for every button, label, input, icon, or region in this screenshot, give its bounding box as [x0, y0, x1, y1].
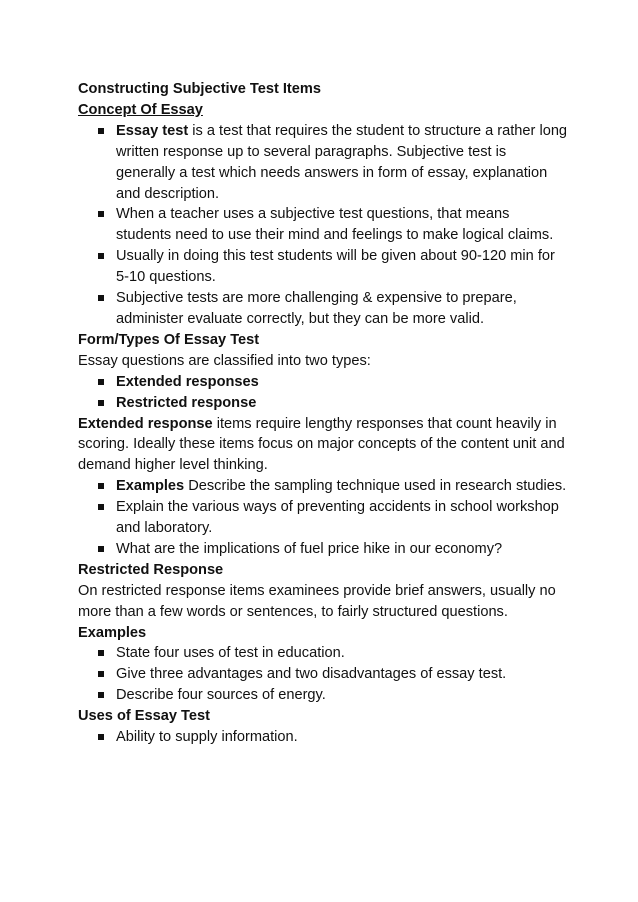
uses-list: [78, 727, 568, 748]
form-types-list: [78, 372, 568, 414]
list-item-bold: Examples: [116, 478, 185, 495]
form-heading: Form/Types Of Essay Test: [78, 331, 260, 348]
document-title: Constructing Subjective Test Items: [78, 81, 322, 97]
list-item: [78, 246, 568, 288]
examples-heading: Examples: [78, 624, 147, 641]
extended-text: items require lengthy responses that count heavily in scoring. Ideally these items focus on major concepts of the content unit and demand higher level thinking.: [78, 415, 565, 474]
list-item-text: When a teacher uses a subjective test questions, that means students need to use their mind and feelings to make logical claims.: [116, 206, 554, 244]
list-item-text: Describe the sampling technique used in research studies.: [184, 478, 567, 495]
list-item-text: What are the implications of fuel price hike in our economy?: [116, 540, 503, 557]
list-item: [78, 204, 568, 246]
list-item-text: is a test that requires the student to structure a rather long written response up to several paragraphs. Subjective test is generally a test which needs answers in form of essay, explanation and description.: [116, 122, 568, 202]
list-item: [78, 288, 568, 330]
restricted-paragraph: On restricted response items examinees provide brief answers, usually no more than a few words or sentences, to fairly structured questions.: [78, 582, 556, 620]
list-item-bold: Essay test: [116, 122, 189, 139]
list-item-text: Subjective tests are more challenging & expensive to prepare, administer evaluate correctly, but they can be more valid.: [116, 290, 517, 327]
list-item: [78, 539, 568, 560]
concept-heading: Concept Of Essay: [78, 101, 203, 118]
list-item-text: Usually in doing this test students will be given about 90-120 min for 5-10 questions.: [116, 248, 555, 286]
concept-list: [78, 121, 568, 330]
document-page: [78, 79, 568, 748]
restricted-examples-list: [78, 643, 568, 706]
extended-paragraph: [78, 414, 568, 477]
list-item: Extended responses: [78, 372, 568, 393]
list-item: Give three advantages and two disadvantages of essay test.: [78, 664, 568, 685]
extended-examples-list: [78, 476, 568, 560]
extended-bold: Extended response: [78, 415, 213, 432]
list-item: [78, 497, 568, 539]
list-item: Describe four sources of energy.: [78, 685, 568, 706]
list-item: State four uses of test in education.: [78, 643, 568, 664]
list-item: [78, 476, 568, 497]
list-item: [78, 121, 568, 205]
restricted-heading: Restricted Response: [78, 561, 224, 578]
list-item: Restricted response: [78, 393, 568, 414]
list-item-text: Explain the various ways of preventing accidents in school workshop and laboratory.: [116, 499, 559, 537]
uses-heading: Uses of Essay Test: [78, 708, 210, 725]
list-item: Ability to supply information.: [78, 727, 568, 748]
form-intro: Essay questions are classified into two types:: [78, 352, 371, 369]
